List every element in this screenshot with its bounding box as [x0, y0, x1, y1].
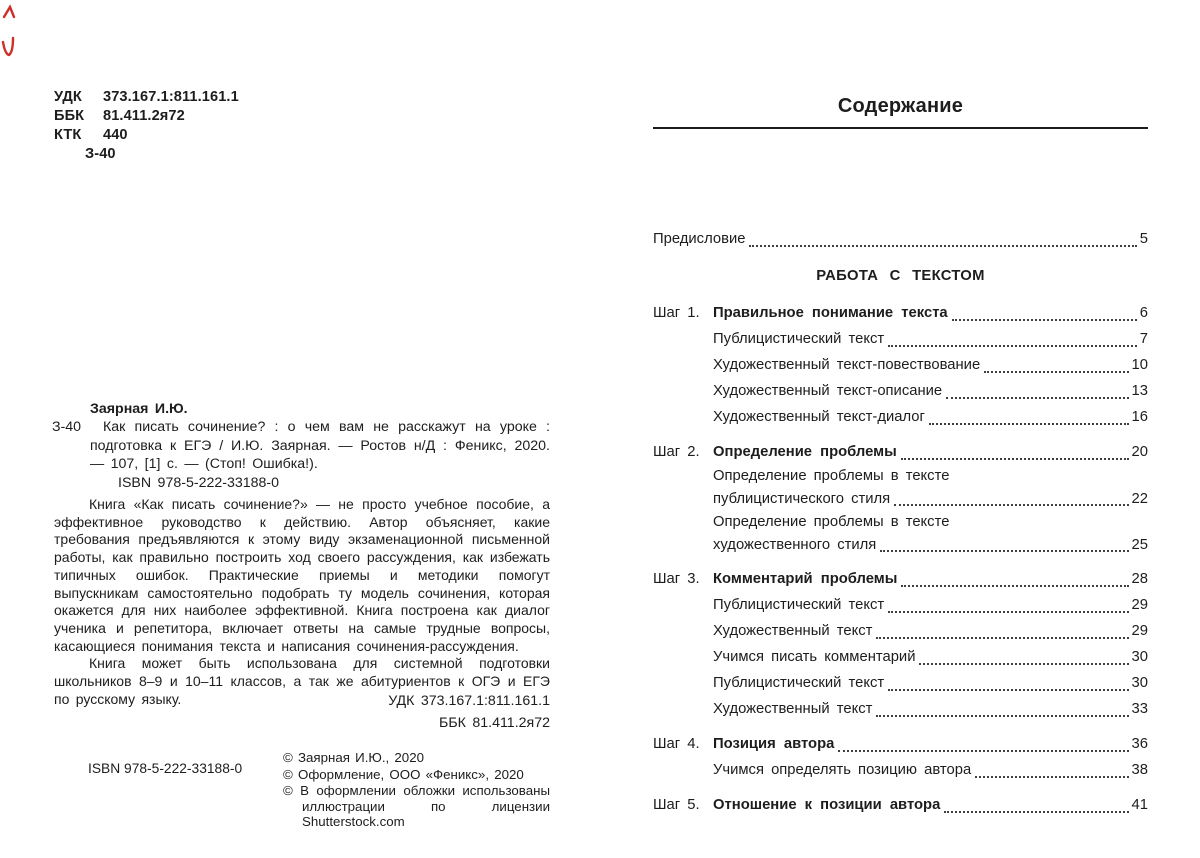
toc-dot-leader: [888, 689, 1128, 691]
toc-page-number: 33: [1131, 701, 1148, 717]
annotation: [54, 496, 550, 708]
toc-entry-label: Позиция автора: [713, 736, 835, 752]
toc-entry: [653, 300, 1148, 326]
toc-entry: [653, 488, 1148, 511]
isbn-inline: ISBN 978-5-222-33188-0: [118, 474, 280, 491]
toc-entry-label: Правильное понимание текста: [713, 305, 948, 321]
toc-entry: [653, 644, 1148, 670]
toc-entry-label: Учимся писать комментарий: [713, 649, 916, 665]
toc-entry-label: Предисловие: [653, 231, 746, 247]
toc-dot-leader: [876, 715, 1128, 717]
annotation-paragraph: Книга может быть использована для системной подготовки школьников 8–9 и 10–11 классов, а так же абитуриентов к ОГЭ и ЕГЭ по русскому языку.: [54, 655, 550, 707]
toc-entry: [653, 696, 1148, 722]
ktk-label: КТК: [54, 127, 82, 143]
toc-entry-line1: Определение проблемы в тексте: [713, 514, 950, 530]
toc-dot-leader: [888, 611, 1128, 613]
toc-entry: [653, 404, 1148, 430]
toc-page-number: 10: [1131, 357, 1148, 373]
toc-entry-label: Художественный текст-повествование: [713, 357, 981, 373]
toc-dot-leader: [838, 750, 1128, 752]
toc-dot-leader: [944, 811, 1128, 813]
bib-description: Как писать сочинение? : о чем вам не расскажут на уроке : подготовка к ЕГЭ / И.Ю. Заярная. — Ростов н/Д : Феникс, 2020. — 107, [1] с. — (Стоп! Ошибка!).: [90, 419, 550, 473]
toc-page-number: 28: [1131, 571, 1148, 587]
udk-footer-line: УДК 373.167.1:811.161.1: [388, 693, 550, 709]
page-title: Содержание: [837, 95, 964, 117]
toc-page-number: 6: [1139, 305, 1148, 321]
toc-step-prefix: Шаг 2.: [653, 444, 700, 460]
toc-entry: [653, 439, 1148, 465]
isbn-footer: ISBN 978-5-222-33188-0: [88, 761, 243, 776]
toc-page-number: 7: [1139, 331, 1148, 347]
toc-section-heading: РАБОТА С ТЕКСТОМ: [816, 268, 985, 284]
copyright-line: © В оформлении обложки использованы иллюстрации по лицензии Shutterstock.com: [283, 783, 550, 830]
toc-page-number: 16: [1131, 409, 1148, 425]
toc-page-number: 36: [1131, 736, 1148, 752]
toc-entry-label: Художественный текст: [713, 701, 873, 717]
imprint-footer: [54, 750, 550, 831]
imprint-page: [54, 0, 550, 858]
classification-codes: [54, 88, 239, 164]
toc-entry-label: художественного стиля: [713, 537, 877, 553]
toc-entry: [653, 226, 1148, 252]
toc-page-number: 20: [1131, 444, 1148, 460]
bbk-value: 81.411.2я72: [103, 108, 185, 124]
bibliographic-entry: [54, 400, 550, 492]
toc-entry-label: Комментарий проблемы: [713, 571, 898, 587]
toc-dot-leader: [876, 637, 1128, 639]
toc-page-number: 29: [1131, 597, 1148, 613]
udk-value: 373.167.1:811.161.1: [103, 89, 239, 105]
toc-step-prefix: Шаг 3.: [653, 571, 700, 587]
toc-dot-leader: [984, 371, 1128, 373]
toc-page-number: 5: [1139, 231, 1148, 247]
copyright-line: © Оформление, ООО «Феникс», 2020: [283, 766, 524, 782]
toc-entry: [653, 670, 1148, 696]
bbk-code-line: [54, 107, 239, 126]
toc-entry: [653, 731, 1148, 757]
title-divider: [653, 127, 1148, 129]
copyright-line: © Заярная И.Ю., 2020: [283, 750, 424, 765]
toc-dot-leader: [901, 585, 1128, 587]
toc-entry: [653, 566, 1148, 592]
toc-dot-leader: [894, 504, 1128, 506]
toc-page-number: 30: [1131, 675, 1148, 691]
toc-entry: [653, 352, 1148, 378]
toc-dot-leader: [946, 397, 1128, 399]
toc-dot-leader: [888, 345, 1137, 347]
ktk-value: 440: [103, 127, 128, 143]
toc-entry-label: Художественный текст-описание: [713, 383, 943, 399]
annotation-paragraph: Книга «Как писать сочинение?» — не просто учебное пособие, а эффективное руководство к действию. Автор объясняет, какие требования предъявляются к этому виду экзаменационной письменной работы, как правильно построить ход своего рассуждения, как избежать типичных ошибок. Практические приемы и методики помогут выпускникам самостоятельно подобрать ту модель сочинения, которая окажется для них наиболее эффективной. Книга построена как диалог ученика и репетитора, включает ответы на самые трудные вопросы, касающиеся понимания текста и написания сочинения-рассуждения.: [54, 496, 550, 654]
toc-entry-label: Художественный текст-диалог: [713, 409, 925, 425]
pen-marks: [0, 0, 22, 62]
bib-entry-block: [54, 418, 550, 473]
bbk-label: ББК: [54, 108, 85, 124]
toc-dot-leader: [975, 776, 1128, 778]
toc-list: [653, 226, 1148, 818]
author-name: Заярная И.Ю.: [90, 401, 188, 417]
udk-code-line: [54, 88, 239, 107]
toc-page-number: 38: [1131, 762, 1148, 778]
toc-entry: [653, 757, 1148, 783]
toc-entry-line1: Определение проблемы в тексте: [713, 468, 950, 484]
bbk-footer-line: ББК 81.411.2я72: [439, 715, 550, 731]
udk-label: УДК: [54, 89, 82, 105]
toc-entry: [653, 326, 1148, 352]
toc-dot-leader: [880, 550, 1128, 552]
toc-dot-leader: [929, 423, 1129, 425]
toc-page-number: 30: [1131, 649, 1148, 665]
toc-entry-label: Публицистический текст: [713, 597, 885, 613]
ktk-code-line: [54, 126, 239, 145]
toc-entry-label: Художественный текст: [713, 623, 873, 639]
toc-entry: [653, 792, 1148, 818]
toc-dot-leader: [749, 245, 1136, 247]
toc-entry-label: Публицистический текст: [713, 331, 885, 347]
author-sign: З-40: [85, 146, 116, 162]
codes-footer: [388, 690, 550, 734]
toc-step-prefix: Шаг 4.: [653, 736, 700, 752]
toc-entry: [653, 378, 1148, 404]
toc-page-number: 41: [1131, 797, 1148, 813]
toc-entry-label: Определение проблемы: [713, 444, 897, 460]
toc-entry: [653, 534, 1148, 557]
toc-entry-label: Публицистический текст: [713, 675, 885, 691]
toc-dot-leader: [952, 319, 1137, 321]
toc-dot-leader: [901, 458, 1129, 460]
toc-dot-leader: [919, 663, 1128, 665]
copyright-list: [283, 750, 550, 830]
toc-page-number: 13: [1131, 383, 1148, 399]
entry-code: З-40: [52, 419, 82, 436]
toc-page-number: 25: [1131, 537, 1148, 553]
toc-entry-label: публицистического стиля: [713, 491, 891, 507]
contents-page: [653, 0, 1148, 858]
toc-entry: [653, 592, 1148, 618]
toc-entry: [653, 618, 1148, 644]
pen-mark-icon: [4, 7, 14, 17]
pen-mark-icon: [3, 38, 13, 55]
toc-entry-label: Учимся определять позицию автора: [713, 762, 972, 778]
toc-step-prefix: Шаг 5.: [653, 797, 700, 813]
toc-entry-label: Отношение к позиции автора: [713, 797, 941, 813]
toc-step-prefix: Шаг 1.: [653, 305, 700, 321]
toc-page-number: 29: [1131, 623, 1148, 639]
toc-page-number: 22: [1131, 491, 1148, 507]
